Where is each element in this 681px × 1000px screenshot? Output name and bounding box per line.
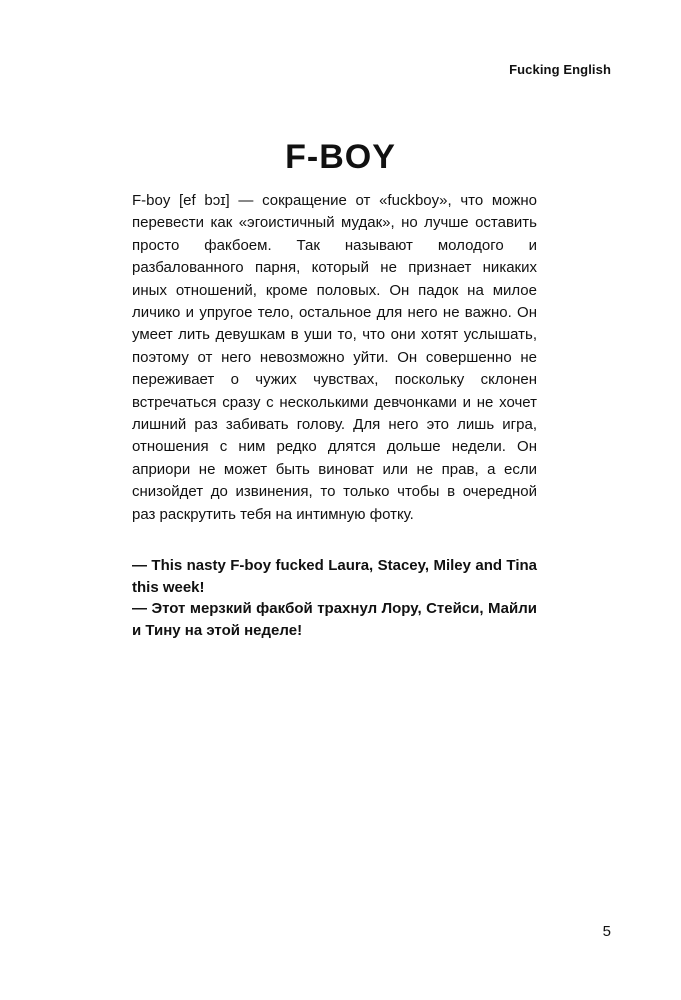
page-number: 5 xyxy=(602,923,611,940)
example-english: — This nasty F-boy fucked Laura, Stacey, Miley and Tina this week! xyxy=(132,557,537,596)
example-russian: — Этот мерзкий факбой трахнул Лору, Стейси, Майли и Тину на этой неделе! xyxy=(132,600,537,639)
running-title: Fucking English xyxy=(509,62,611,77)
entry-title: F-BOY xyxy=(285,138,396,176)
entry-definition: F-boy [ef bɔɪ] — сокращение от «fuckboy», что можно перевести как «эгоистичный мудак», но лучше оставить просто факбоем. Так называют молодого и разбалованного парня, который не признает никаких иных отношений, кроме половых. Он падок на милое личико и упругое тело, остальное для него не важно. Он умеет лить девушкам в уши то, что они хотят услышать, поэтому от него невозможно уйти. Он совершенно не переживает о чужих чувствах, поскольку склонен встречаться сразу с несколькими девчонками и не хочет лишний раз забивать голову. Для него это лишь игра, отношения с ним редко длятся дольше недели. Он априори не может быть виноват или не прав, а если снизойдет до извинения, то только чтобы в очередной раз раскрутить тебя на интимную фотку. xyxy=(132,192,537,523)
usage-example xyxy=(132,555,537,641)
